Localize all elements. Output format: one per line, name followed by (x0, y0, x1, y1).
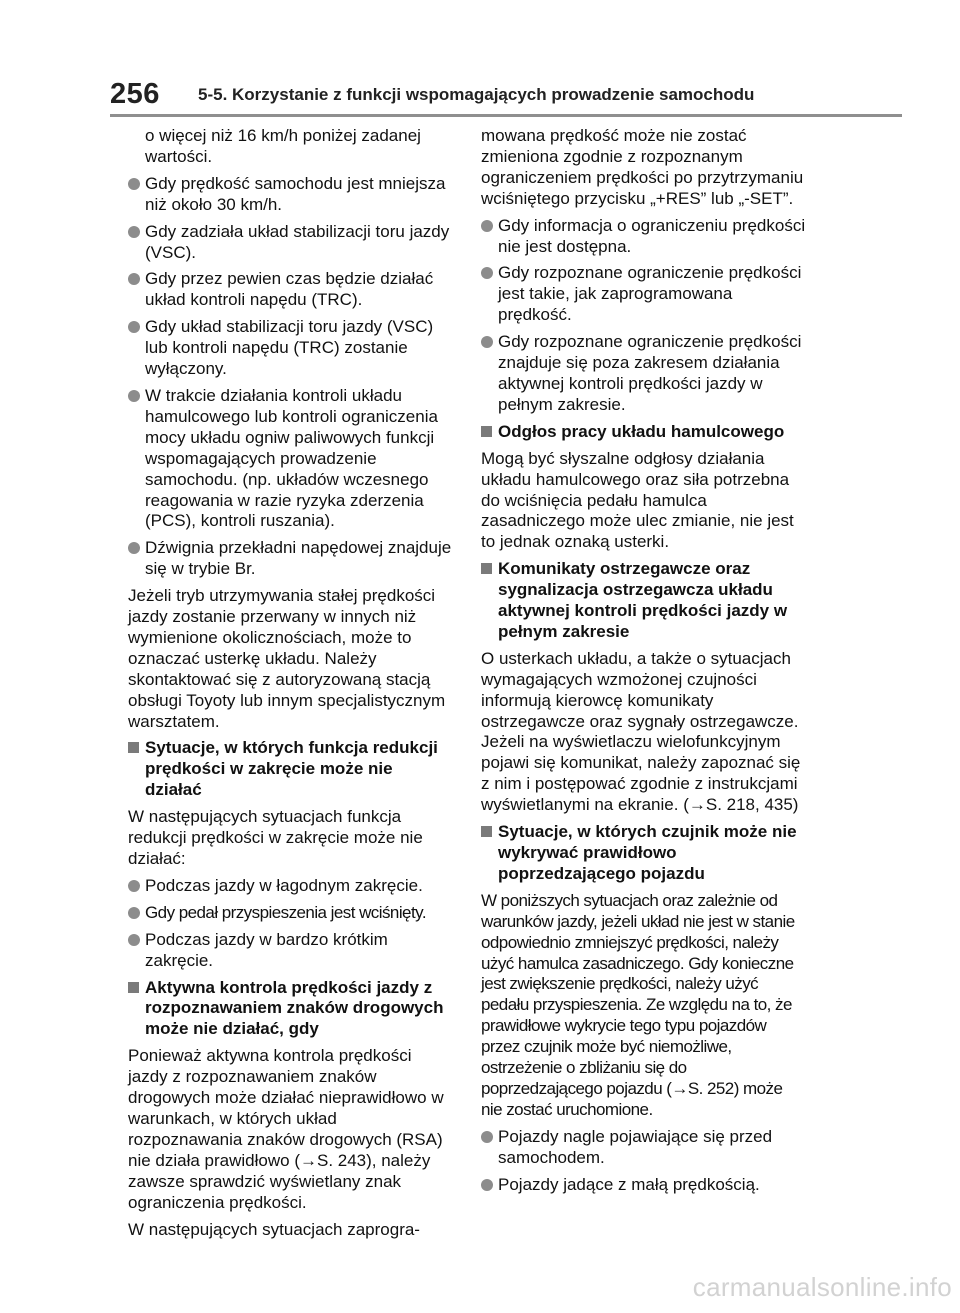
bullet-item (128, 386, 453, 532)
header-divider (110, 114, 902, 117)
bullet-text: Gdy prędkość samochodu jest mniejsza niż około 30 km/h. (145, 173, 446, 214)
bullet-item (128, 222, 453, 264)
section-heading (128, 738, 453, 801)
heading-text: Sytuacje, w których czujnik może nie wykrywać prawidłowo poprzedzającego pojazdu (498, 822, 797, 883)
heading-text: Sytuacje, w których funkcja redukcji prędkości w zakręcie może nie działać (145, 738, 438, 800)
section-heading (481, 822, 806, 885)
right-column (481, 126, 806, 1202)
bullet-icon (481, 1179, 493, 1191)
heading-text: Komunikaty ostrzegawcze oraz sygnalizacja ostrzegawcza układu aktywnej kontroli prędkości jazdy w pełnym zakresie (498, 559, 788, 641)
bullet-item (481, 1127, 806, 1169)
bullet-text: Dźwignia przekładni napędowej znajduje się w trybie Br. (145, 538, 452, 579)
paragraph: O usterkach układu, a także o sytuacjach wymagających wzmożonej czujności informują kierowcę komunikaty ostrzegawcze oraz sygnały ostrzegawcze. Jeżeli na wyświetlaczu wielofunkcyjnym pojawi się komunikat, należy zapoznać się z nim i postępować zgodnie z instrukcjami wyświetlanymi na ekranie. (→S. 218, 435) (481, 648, 801, 815)
bullet-icon (128, 273, 140, 285)
page-number: 256 (110, 78, 160, 110)
bullet-text: Gdy rozpoznane ograniczenie prędkości znajduje się poza zakresem działania aktywnej kontroli prędkości jazdy w pełnym zakresie. (498, 332, 802, 414)
section-title: 5-5. Korzystanie z funkcji wspomagających prowadzenie samochodu (198, 85, 755, 104)
bullet-icon (128, 226, 140, 238)
square-bullet-icon (481, 426, 492, 437)
bullet-text: Pojazdy jadące z małą prędkością. (498, 1174, 760, 1194)
bullet-text: Podczas jazdy w łagodnym zakręcie. (145, 875, 423, 895)
bullet-text: Gdy informacja o ograniczeniu prędkości nie jest dostępna. (498, 215, 806, 256)
bullet-icon (128, 934, 140, 946)
paragraph: mowana prędkość może nie zostać zmieniona zgodnie z rozpoznanym ograniczeniem prędkości po przytrzymaniu wciśniętego przycisku „+RES” lub „-SET”. (481, 126, 804, 208)
paragraph: W następujących sytuacjach zaprogra- (128, 1219, 420, 1239)
bullet-icon (128, 907, 140, 919)
bullet-icon (481, 1131, 493, 1143)
paragraph: W poniższych sytuacjach oraz zależnie od warunków jazdy, jeżeli układ nie jest w stanie odpowiednio zmniejszyć prędkości, należy użyć hamulca zasadniczego. Gdy konieczne jest zwiększenie prędkości, należy użyć pedału przyspieszenia. Ze względu na to, że prawidłowe wykrycie tego typu pojazdów przez czujnik może być niemożliwe, ostrzeżenie o zbliżaniu się do poprzedzającego pojazdu (→S. 252) może nie zostać uruchomione. (481, 890, 795, 1119)
heading-text: Aktywna kontrola prędkości jazdy z rozpoznawaniem znaków drogowych może nie działać, gdy (145, 977, 444, 1039)
continued-text: o więcej niż 16 km/h poniżej zadanej wartości. (145, 126, 421, 166)
bullet-item (128, 317, 453, 380)
bullet-item (481, 332, 806, 416)
bullet-text: Pojazdy nagle pojawiające się przed samochodem. (498, 1126, 773, 1167)
square-bullet-icon (128, 742, 139, 753)
bullet-icon (128, 880, 140, 892)
bullet-text: Gdy pedał przyspieszenia jest wciśnięty. (145, 902, 426, 922)
bullet-item (128, 876, 453, 897)
paragraph: Ponieważ aktywna kontrola prędkości jazdy z rozpoznawaniem znaków drogowych może działać nieprawidłowo w warunkach, w których układ rozpoznawania znaków drogowych (RSA) nie działa prawidłowo (→S. 243), należy zawsze sprawdzić wyświetlany znak ograniczenia prędkości. (128, 1046, 444, 1212)
bullet-icon (481, 336, 493, 348)
bullet-item (128, 930, 453, 972)
bullet-text: Gdy zadziała układ stabilizacji toru jazdy (VSC). (145, 221, 450, 262)
heading-text: Odgłos pracy układu hamulcowego (498, 421, 785, 441)
section-heading (481, 422, 806, 443)
square-bullet-icon (481, 826, 492, 837)
square-bullet-icon (128, 982, 139, 993)
bullet-text: Gdy przez pewien czas będzie działać układ kontroli napędu (TRC). (145, 269, 434, 310)
section-heading (481, 559, 806, 643)
bullet-text: Gdy układ stabilizacji toru jazdy (VSC) lub kontroli napędu (TRC) zostanie wyłączony. (145, 317, 434, 379)
bullet-item (128, 538, 453, 580)
bullet-icon (128, 390, 140, 402)
bullet-text: W trakcie działania kontroli układu hamulcowego lub kontroli ograniczenia mocy układu ogniw paliwowych funkcji wspomagających prowadzenie samochodu. (np. układów wczesnego reagowania w razie ryzyka zderzenia (PCS), kontroli ruszania). (145, 385, 438, 531)
bullet-text: Podczas jazdy w bardzo krótkim zakręcie. (145, 929, 388, 970)
bullet-text: Gdy rozpoznane ograniczenie prędkości jest takie, jak zaprogramowana prędkość. (498, 263, 802, 325)
paragraph: W następujących sytuacjach funkcja redukcji prędkości w zakręcie może nie działać: (128, 807, 423, 868)
bullet-item (481, 216, 806, 258)
left-column (128, 126, 453, 1246)
bullet-item (128, 174, 453, 216)
bullet-icon (128, 542, 140, 554)
paragraph: Jeżeli tryb utrzymywania stałej prędkości jazdy zostanie przerwany w innych niż wymienione okolicznościach, może to oznaczać usterkę układu. Należy skontaktować się z autoryzowaną stacją obsługi Toyoty lub innym specjalistycznym warsztatem. (128, 586, 446, 731)
bullet-item (481, 263, 806, 326)
bullet-icon (481, 220, 493, 232)
page-header (110, 78, 910, 116)
paragraph: Mogą być słyszalne odgłosy działania układu hamulcowego oraz siła potrzebna do wciśnięcia pedału hamulca zasadniczego może ulec zmianie, nie jest to jednak oznaką usterki. (481, 448, 794, 552)
section-heading (128, 978, 453, 1041)
bullet-item (128, 903, 453, 924)
bullet-icon (128, 178, 140, 190)
square-bullet-icon (481, 563, 492, 574)
bullet-item (481, 1175, 806, 1196)
watermark: carmanualsonline.info (692, 1272, 952, 1302)
bullet-icon (481, 267, 493, 279)
bullet-item (128, 269, 453, 311)
bullet-icon (128, 321, 140, 333)
